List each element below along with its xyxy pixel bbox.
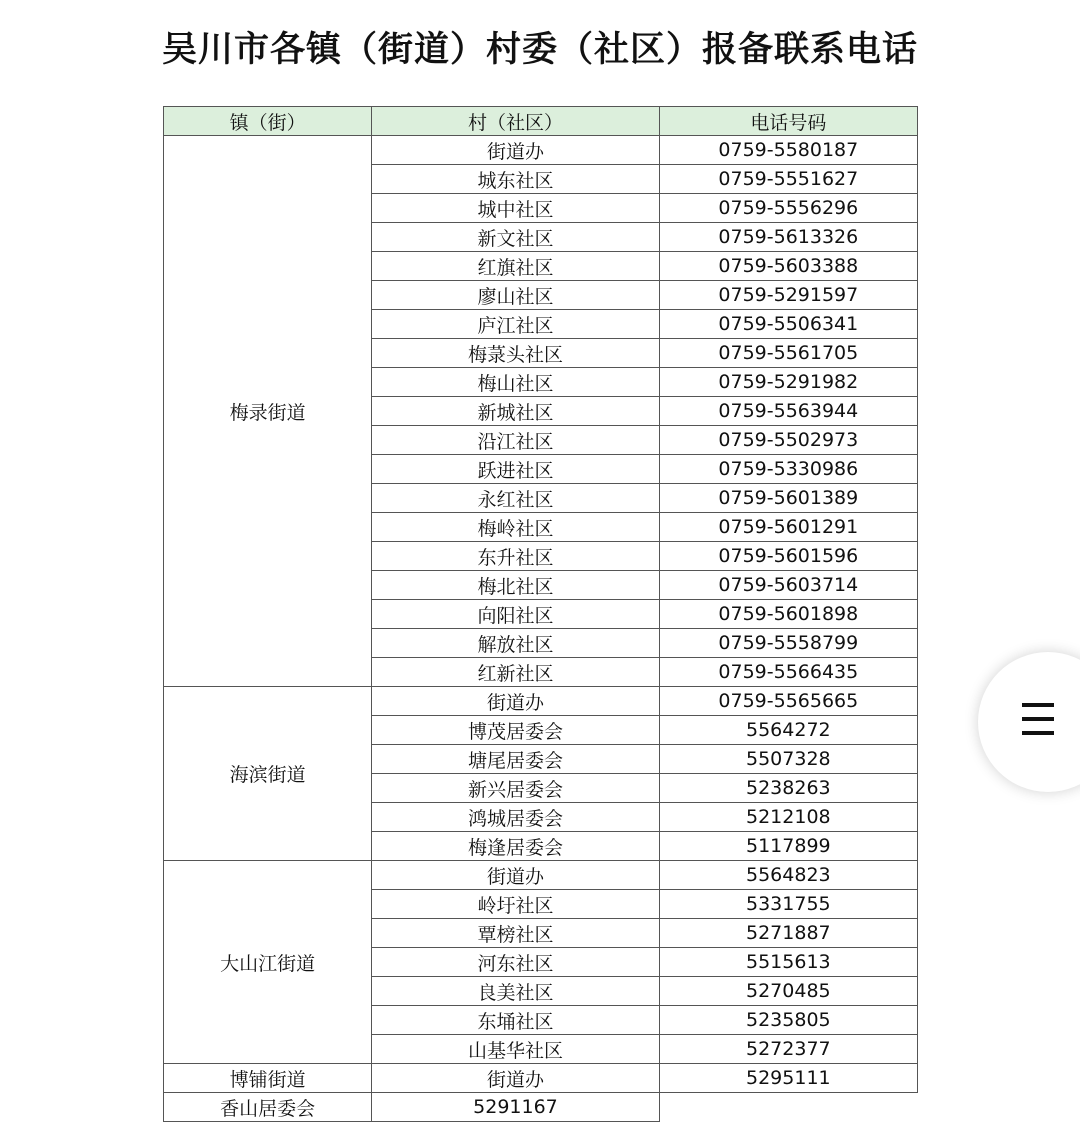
village-cell: 梅北社区 xyxy=(372,571,659,600)
town-cell: 梅录街道 xyxy=(164,136,372,687)
phone-cell: 5270485 xyxy=(659,977,917,1006)
village-cell: 城东社区 xyxy=(372,165,659,194)
phone-cell: 0759-5613326 xyxy=(659,223,917,252)
phone-cell: 5212108 xyxy=(659,803,917,832)
phone-cell: 0759-5565665 xyxy=(659,687,917,716)
phone-cell: 0759-5580187 xyxy=(659,136,917,165)
village-cell: 廖山社区 xyxy=(372,281,659,310)
phone-cell: 5272377 xyxy=(659,1035,917,1064)
phone-cell: 5564823 xyxy=(659,861,917,890)
village-cell: 解放社区 xyxy=(372,629,659,658)
village-cell: 城中社区 xyxy=(372,194,659,223)
phone-cell: 0759-5601291 xyxy=(659,513,917,542)
phone-cell: 0759-5506341 xyxy=(659,310,917,339)
table-row xyxy=(164,136,918,165)
table-row xyxy=(164,687,918,716)
contact-table xyxy=(163,106,918,1122)
phone-cell: 5331755 xyxy=(659,890,917,919)
village-cell: 覃榜社区 xyxy=(372,919,659,948)
village-cell: 新文社区 xyxy=(372,223,659,252)
village-cell: 梅岭社区 xyxy=(372,513,659,542)
village-cell: 跃进社区 xyxy=(372,455,659,484)
header-phone: 电话号码 xyxy=(659,107,917,136)
table-row xyxy=(164,1064,918,1093)
table-body xyxy=(164,136,918,1122)
table-row xyxy=(164,861,918,890)
village-cell: 博茂居委会 xyxy=(372,716,659,745)
village-cell: 梅菉头社区 xyxy=(372,339,659,368)
phone-cell: 5515613 xyxy=(659,948,917,977)
phone-cell: 0759-5566435 xyxy=(659,658,917,687)
village-cell: 红新社区 xyxy=(372,658,659,687)
village-cell: 街道办 xyxy=(372,861,659,890)
phone-cell: 0759-5551627 xyxy=(659,165,917,194)
village-cell: 梅山社区 xyxy=(372,368,659,397)
phone-cell: 0759-5603714 xyxy=(659,571,917,600)
menu-icon[interactable] xyxy=(1022,703,1056,735)
village-cell: 东埇社区 xyxy=(372,1006,659,1035)
header-village: 村（社区） xyxy=(372,107,659,136)
phone-cell: 5238263 xyxy=(659,774,917,803)
village-cell: 永红社区 xyxy=(372,484,659,513)
village-cell: 向阳社区 xyxy=(372,600,659,629)
village-cell: 沿江社区 xyxy=(372,426,659,455)
village-cell: 新兴居委会 xyxy=(372,774,659,803)
village-cell: 岭圩社区 xyxy=(372,890,659,919)
phone-cell: 0759-5502973 xyxy=(659,426,917,455)
phone-cell: 5295111 xyxy=(659,1064,917,1093)
phone-cell: 5117899 xyxy=(659,832,917,861)
phone-cell: 0759-5603388 xyxy=(659,252,917,281)
village-cell: 良美社区 xyxy=(372,977,659,1006)
header-town: 镇（街） xyxy=(164,107,372,136)
village-cell: 街道办 xyxy=(372,136,659,165)
phone-cell: 5235805 xyxy=(659,1006,917,1035)
phone-cell: 0759-5601898 xyxy=(659,600,917,629)
phone-cell: 5271887 xyxy=(659,919,917,948)
town-cell: 博铺街道 xyxy=(164,1064,372,1093)
village-cell: 香山居委会 xyxy=(164,1093,372,1122)
village-cell: 红旗社区 xyxy=(372,252,659,281)
village-cell: 山基华社区 xyxy=(372,1035,659,1064)
phone-cell: 0759-5561705 xyxy=(659,339,917,368)
phone-cell: 0759-5558799 xyxy=(659,629,917,658)
phone-cell: 0759-5556296 xyxy=(659,194,917,223)
village-cell: 塘尾居委会 xyxy=(372,745,659,774)
phone-cell: 5507328 xyxy=(659,745,917,774)
village-cell: 庐江社区 xyxy=(372,310,659,339)
phone-cell: 0759-5601389 xyxy=(659,484,917,513)
village-cell: 街道办 xyxy=(372,1064,659,1093)
table-header-row xyxy=(164,107,918,136)
village-cell: 新城社区 xyxy=(372,397,659,426)
village-cell: 梅逢居委会 xyxy=(372,832,659,861)
phone-cell: 0759-5291982 xyxy=(659,368,917,397)
phone-cell: 5564272 xyxy=(659,716,917,745)
town-cell: 大山江街道 xyxy=(164,861,372,1064)
town-cell: 海滨街道 xyxy=(164,687,372,861)
village-cell: 鸿城居委会 xyxy=(372,803,659,832)
phone-cell: 0759-5330986 xyxy=(659,455,917,484)
phone-cell: 0759-5563944 xyxy=(659,397,917,426)
phone-cell: 0759-5291597 xyxy=(659,281,917,310)
table-row xyxy=(164,1093,918,1122)
village-cell: 街道办 xyxy=(372,687,659,716)
phone-cell: 0759-5601596 xyxy=(659,542,917,571)
village-cell: 河东社区 xyxy=(372,948,659,977)
village-cell: 东升社区 xyxy=(372,542,659,571)
page-title: 吴川市各镇（街道）村委（社区）报备联系电话 xyxy=(161,30,918,70)
phone-cell: 5291167 xyxy=(372,1093,659,1122)
